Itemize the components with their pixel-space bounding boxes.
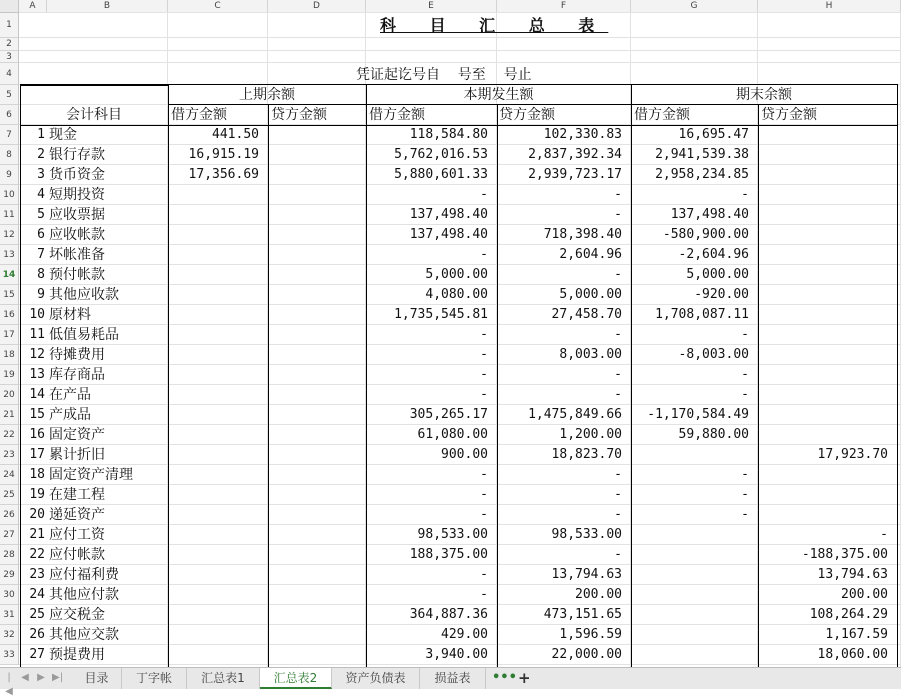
row-header-28[interactable]: 28 (0, 545, 19, 565)
row-header-15[interactable]: 15 (0, 285, 19, 305)
amount-cell-h[interactable]: 200.00 (841, 587, 888, 602)
amount-cell-e[interactable]: - (480, 247, 488, 262)
row-header-12[interactable]: 12 (0, 225, 19, 245)
last-sheet-icon[interactable]: ▶| (52, 672, 64, 683)
amount-cell-c[interactable]: 441.50 (212, 127, 259, 142)
amount-cell-f[interactable]: 27,458.70 (551, 307, 622, 322)
amount-cell-f[interactable]: 18,823.70 (551, 447, 622, 462)
row-header-25[interactable]: 25 (0, 485, 19, 505)
account-number[interactable]: 12 (29, 347, 45, 362)
amount-cell-h[interactable]: -188,375.00 (801, 547, 888, 562)
amount-cell-f[interactable]: - (614, 327, 622, 342)
amount-cell-g[interactable]: - (741, 187, 749, 202)
amount-cell-e[interactable]: 4,080.00 (425, 287, 488, 302)
account-number[interactable]: 26 (29, 627, 45, 642)
account-name[interactable]: 库存商品 (49, 367, 105, 383)
amount-cell-e[interactable]: - (480, 507, 488, 522)
row-header-4[interactable]: 4 (0, 63, 19, 85)
amount-cell-e[interactable]: 364,887.36 (409, 607, 488, 622)
amount-cell-e[interactable]: 61,080.00 (417, 427, 488, 442)
amount-cell-f[interactable]: - (614, 487, 622, 502)
amount-cell-g[interactable]: 5,000.00 (686, 267, 749, 282)
account-number[interactable]: 13 (29, 367, 45, 382)
account-number[interactable]: 3 (37, 167, 45, 182)
account-number[interactable]: 9 (37, 287, 45, 302)
account-number[interactable]: 18 (29, 467, 45, 482)
amount-cell-e[interactable]: 3,940.00 (425, 647, 488, 662)
row-header-14[interactable]: 14 (0, 265, 19, 285)
amount-cell-c[interactable]: 16,915.19 (188, 147, 259, 162)
amount-cell-e[interactable]: - (480, 187, 488, 202)
row-header-19[interactable]: 19 (0, 365, 19, 385)
gridline-row (19, 37, 901, 38)
amount-cell-e[interactable]: 188,375.00 (409, 547, 488, 562)
row-header-31[interactable]: 31 (0, 605, 19, 625)
amount-cell-g[interactable]: -8,003.00 (678, 347, 749, 362)
row-header-24[interactable]: 24 (0, 465, 19, 485)
account-number[interactable]: 22 (29, 547, 45, 562)
account-name[interactable]: 其他应交款 (49, 627, 119, 643)
amount-cell-f[interactable]: 1,200.00 (559, 427, 622, 442)
account-number[interactable]: 5 (37, 207, 45, 222)
account-number[interactable]: 6 (37, 227, 45, 242)
amount-cell-g[interactable]: 16,695.47 (678, 127, 749, 142)
row-header-21[interactable]: 21 (0, 405, 19, 425)
amount-cell-f[interactable]: - (614, 467, 622, 482)
account-name[interactable]: 应收帐款 (49, 227, 105, 243)
amount-cell-e[interactable]: 5,880,601.33 (394, 167, 488, 182)
amount-cell-f[interactable]: 1,596.59 (559, 627, 622, 642)
amount-cell-f[interactable]: 2,939,723.17 (528, 167, 622, 182)
account-number[interactable]: 15 (29, 407, 45, 422)
amount-cell-g[interactable]: 2,941,539.38 (655, 147, 749, 162)
row-header-23[interactable]: 23 (0, 445, 19, 465)
amount-cell-f[interactable]: 200.00 (575, 587, 622, 602)
account-number[interactable]: 23 (29, 567, 45, 582)
amount-cell-f[interactable]: - (614, 547, 622, 562)
amount-cell-f[interactable]: 2,604.96 (559, 247, 622, 262)
amount-cell-g[interactable]: 59,880.00 (678, 427, 749, 442)
account-name[interactable]: 其他应收款 (49, 287, 119, 303)
amount-cell-e[interactable]: - (480, 467, 488, 482)
amount-cell-e[interactable]: 5,000.00 (425, 267, 488, 282)
row-header-16[interactable]: 16 (0, 305, 19, 325)
prev-sheet-icon[interactable]: ◀ (21, 672, 29, 683)
gridline-row (19, 50, 901, 51)
column-header-E[interactable]: E (366, 0, 497, 13)
amount-cell-e[interactable]: - (480, 347, 488, 362)
tab-汇总表1[interactable]: 汇总表1 (187, 668, 260, 689)
row-header-26[interactable]: 26 (0, 505, 19, 525)
account-name[interactable]: 现金 (49, 127, 77, 143)
account-name[interactable]: 预付帐款 (49, 267, 105, 283)
amount-cell-e[interactable]: - (480, 487, 488, 502)
row-header-18[interactable]: 18 (0, 345, 19, 365)
amount-cell-f[interactable]: 2,837,392.34 (528, 147, 622, 162)
header-account[interactable]: 会计科目 (66, 107, 122, 123)
amount-cell-h[interactable]: 18,060.00 (817, 647, 888, 662)
account-number[interactable]: 10 (29, 307, 45, 322)
row-header-27[interactable]: 27 (0, 525, 19, 545)
amount-cell-f[interactable]: 13,794.63 (551, 567, 622, 582)
account-number[interactable]: 11 (29, 327, 45, 342)
amount-cell-e[interactable]: 118,584.80 (409, 127, 488, 142)
amount-cell-g[interactable]: -580,900.00 (662, 227, 749, 242)
amount-cell-e[interactable]: 305,265.17 (409, 407, 488, 422)
row-header-5[interactable]: 5 (0, 85, 19, 105)
amount-cell-e[interactable]: - (480, 327, 488, 342)
sheet-title[interactable]: 科 目 汇 总 表 (380, 16, 609, 35)
account-name[interactable]: 应收票据 (49, 207, 105, 223)
amount-cell-g[interactable]: - (741, 487, 749, 502)
column-header-B[interactable]: B (47, 0, 168, 13)
row-header-13[interactable]: 13 (0, 245, 19, 265)
amount-cell-e[interactable]: 137,498.40 (409, 227, 488, 242)
add-sheet-icon[interactable]: + (518, 669, 531, 687)
amount-cell-f[interactable]: 102,330.83 (543, 127, 622, 142)
row-header-20[interactable]: 20 (0, 385, 19, 405)
amount-cell-h[interactable]: 1,167.59 (825, 627, 888, 642)
account-number[interactable]: 24 (29, 587, 45, 602)
column-header-A[interactable]: A (19, 0, 47, 13)
account-name[interactable]: 其他应付款 (49, 587, 119, 603)
row-header-32[interactable]: 32 (0, 625, 19, 645)
account-name[interactable]: 坏帐准备 (49, 247, 105, 263)
amount-cell-h[interactable]: 13,794.63 (817, 567, 888, 582)
account-name[interactable]: 应交税金 (49, 607, 105, 623)
amount-cell-e[interactable]: 900.00 (441, 447, 488, 462)
amount-cell-h[interactable]: 108,264.29 (809, 607, 888, 622)
amount-cell-g[interactable]: - (741, 367, 749, 382)
account-number[interactable]: 25 (29, 607, 45, 622)
account-number[interactable]: 7 (37, 247, 45, 262)
account-number[interactable]: 27 (29, 647, 45, 662)
amount-cell-f[interactable]: - (614, 267, 622, 282)
gridline-row (19, 62, 901, 63)
account-name[interactable]: 递延资产 (49, 507, 105, 523)
amount-cell-g[interactable]: 137,498.40 (670, 207, 749, 222)
column-header-G[interactable]: G (631, 0, 758, 13)
amount-cell-f[interactable]: 8,003.00 (559, 347, 622, 362)
table-border (268, 105, 269, 667)
amount-cell-e[interactable]: - (480, 567, 488, 582)
account-name[interactable]: 在建工程 (49, 487, 105, 503)
tab-汇总表2[interactable]: 汇总表2 (260, 668, 332, 689)
column-header-D[interactable]: D (268, 0, 366, 13)
table-border (897, 84, 898, 667)
account-name[interactable]: 固定资产清理 (49, 467, 133, 483)
amount-cell-e[interactable]: 98,533.00 (417, 527, 488, 542)
account-name[interactable]: 预提费用 (49, 647, 105, 663)
account-name[interactable]: 银行存款 (49, 147, 105, 163)
row-header-8[interactable]: 8 (0, 145, 19, 165)
account-name[interactable]: 短期投资 (49, 187, 105, 203)
account-name[interactable]: 应付帐款 (49, 547, 105, 563)
tab-损益表[interactable]: 损益表 (420, 668, 486, 689)
amount-cell-e[interactable]: - (480, 587, 488, 602)
column-header-C[interactable]: C (168, 0, 268, 13)
row-header-17[interactable]: 17 (0, 325, 19, 345)
amount-cell-e[interactable]: - (480, 387, 488, 402)
account-number[interactable]: 1 (37, 127, 45, 142)
account-name[interactable]: 累计折旧 (49, 447, 105, 463)
amount-cell-f[interactable]: 718,398.40 (543, 227, 622, 242)
account-number[interactable]: 16 (29, 427, 45, 442)
account-name[interactable]: 货币资金 (49, 167, 105, 183)
row-header-30[interactable]: 30 (0, 585, 19, 605)
column-header-F[interactable]: F (497, 0, 631, 13)
header-current-period[interactable]: 本期发生额 (463, 87, 534, 103)
gridline-row (19, 12, 901, 13)
header-end-balance[interactable]: 期末余额 (736, 87, 792, 103)
amount-cell-h[interactable]: 17,923.70 (817, 447, 888, 462)
account-name[interactable]: 待摊费用 (49, 347, 105, 363)
row-header-22[interactable]: 22 (0, 425, 19, 445)
row-header-6[interactable]: 6 (0, 105, 19, 125)
row-header-33[interactable]: 33 (0, 645, 19, 665)
row-header-9[interactable]: 9 (0, 165, 19, 185)
column-header-H[interactable]: H (758, 0, 901, 13)
header-current-debit[interactable]: 借方金额 (369, 107, 425, 123)
account-name[interactable]: 应付工资 (49, 527, 105, 543)
amount-cell-f[interactable]: 1,475,849.66 (528, 407, 622, 422)
amount-cell-g[interactable]: - (741, 467, 749, 482)
amount-cell-g[interactable]: - (741, 387, 749, 402)
account-number[interactable]: 21 (29, 527, 45, 542)
account-number[interactable]: 14 (29, 387, 45, 402)
amount-cell-e[interactable]: 1,735,545.81 (394, 307, 488, 322)
amount-cell-f[interactable]: 473,151.65 (543, 607, 622, 622)
account-number[interactable]: 4 (37, 187, 45, 202)
amount-cell-c[interactable]: 17,356.69 (188, 167, 259, 182)
header-prev-balance[interactable]: 上期余额 (239, 87, 295, 103)
next-sheet-icon[interactable]: ▶ (37, 672, 45, 683)
row-header-29[interactable]: 29 (0, 565, 19, 585)
amount-cell-e[interactable]: 137,498.40 (409, 207, 488, 222)
first-sheet-icon[interactable]: |◀ (5, 672, 13, 697)
more-sheets-icon[interactable]: ••• (492, 670, 517, 685)
tab-目录[interactable]: 目录 (72, 668, 122, 689)
row-header-10[interactable]: 10 (0, 185, 19, 205)
account-number[interactable]: 20 (29, 507, 45, 522)
account-name[interactable]: 应付福利费 (49, 567, 119, 583)
amount-cell-g[interactable]: 2,958,234.85 (655, 167, 749, 182)
amount-cell-f[interactable]: - (614, 387, 622, 402)
amount-cell-f[interactable]: 22,000.00 (551, 647, 622, 662)
amount-cell-e[interactable]: - (480, 367, 488, 382)
row-header-1[interactable]: 1 (0, 13, 19, 38)
amount-cell-f[interactable]: - (614, 367, 622, 382)
amount-cell-h[interactable]: - (880, 527, 888, 542)
tab-资产负债表[interactable]: 资产负债表 (332, 668, 420, 689)
account-number[interactable]: 17 (29, 447, 45, 462)
sheet-tab-bar (0, 667, 901, 697)
tab-丁字帐[interactable]: 丁字帐 (122, 668, 187, 689)
row-header-7[interactable]: 7 (0, 125, 19, 145)
amount-cell-g[interactable]: -2,604.96 (678, 247, 749, 262)
header-prev-credit[interactable]: 贷方金额 (271, 107, 327, 123)
amount-cell-g[interactable]: - (741, 327, 749, 342)
amount-cell-g[interactable]: -920.00 (694, 287, 749, 302)
account-name[interactable]: 原材料 (49, 307, 91, 323)
amount-cell-f[interactable]: - (614, 507, 622, 522)
amount-cell-e[interactable]: 5,762,016.53 (394, 147, 488, 162)
amount-cell-f[interactable]: 5,000.00 (559, 287, 622, 302)
row-header-2[interactable]: 2 (0, 38, 19, 51)
account-name[interactable]: 产成品 (49, 407, 91, 423)
row-header-3[interactable]: 3 (0, 51, 19, 63)
account-number[interactable]: 19 (29, 487, 45, 502)
amount-cell-g[interactable]: 1,708,087.11 (655, 307, 749, 322)
amount-cell-g[interactable]: - (741, 507, 749, 522)
account-number[interactable]: 8 (37, 267, 45, 282)
voucher-range-line[interactable]: 凭证起讫号自 号至 号止 (356, 67, 532, 83)
amount-cell-f[interactable]: - (614, 207, 622, 222)
amount-cell-g[interactable]: -1,170,584.49 (647, 407, 749, 422)
account-name[interactable]: 在产品 (49, 387, 91, 403)
account-number[interactable]: 2 (37, 147, 45, 162)
amount-cell-f[interactable]: - (614, 187, 622, 202)
amount-cell-e[interactable]: 429.00 (441, 627, 488, 642)
account-name[interactable]: 低值易耗品 (49, 327, 119, 343)
amount-cell-f[interactable]: 98,533.00 (551, 527, 622, 542)
header-current-credit[interactable]: 贷方金额 (499, 107, 555, 123)
row-header-11[interactable]: 11 (0, 205, 19, 225)
table-border (20, 84, 168, 86)
header-end-debit[interactable]: 借方金额 (634, 107, 690, 123)
account-name[interactable]: 固定资产 (49, 427, 105, 443)
header-end-credit[interactable]: 贷方金额 (761, 107, 817, 123)
header-prev-debit[interactable]: 借方金额 (171, 107, 227, 123)
select-all-corner[interactable] (0, 0, 19, 13)
